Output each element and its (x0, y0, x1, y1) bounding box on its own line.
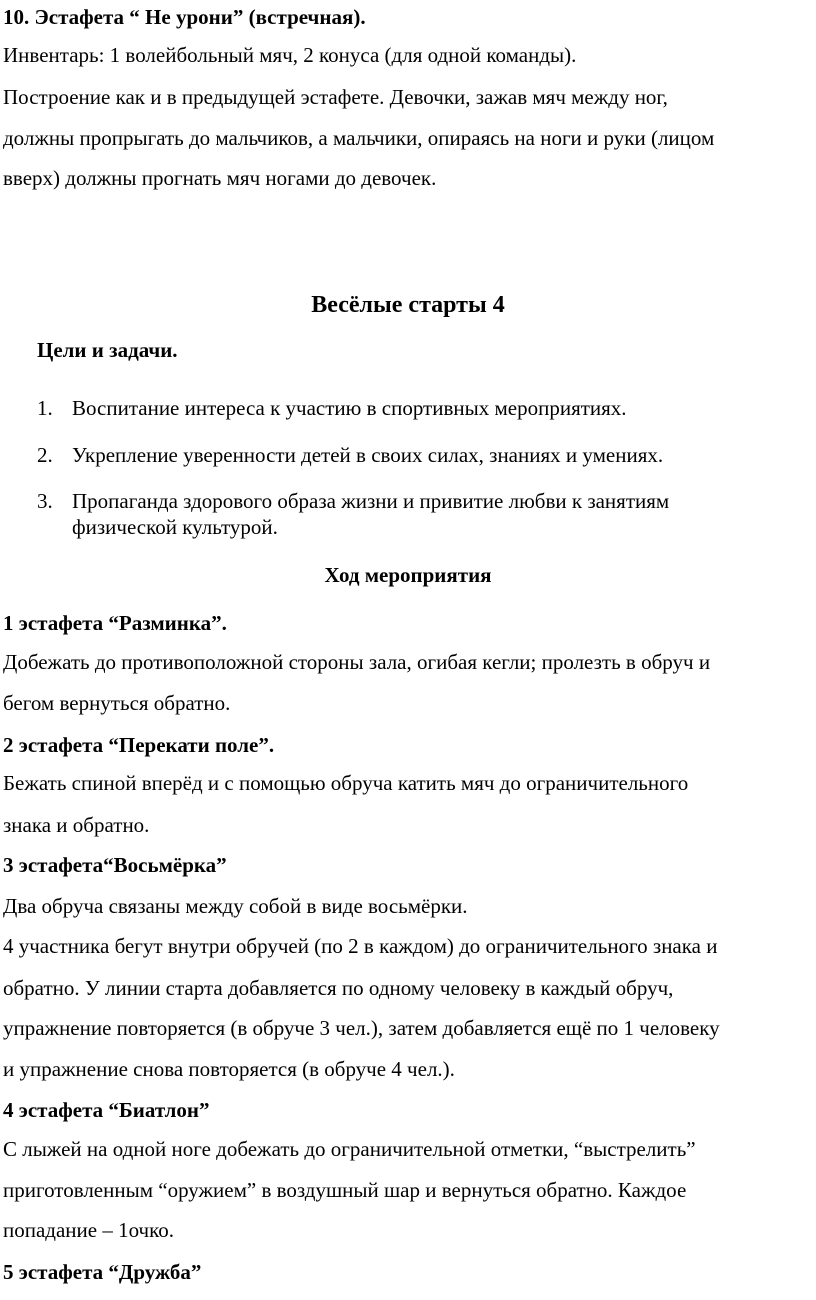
goals-heading: Цели и задачи. (37, 338, 178, 362)
relay-text-line: и упражнение снова повторяется (в обруче 4 чел.). (3, 1057, 455, 1081)
relay-heading: 1 эстафета “Разминка”. (3, 611, 227, 635)
relay-10-text-line: Построение как и в предыдущей эстафете. Девочки, зажав мяч между ног, (3, 85, 668, 109)
goal-text: Воспитание интереса к участию в спортивных мероприятиях. (72, 396, 627, 420)
relay-text-line: Два обруча связаны между собой в виде восьмёрки. (3, 894, 468, 918)
goal-number: 2. (37, 443, 53, 467)
goal-text: физической культурой. (72, 515, 278, 539)
relay-heading: 3 эстафета“Восьмёрка” (3, 853, 227, 877)
relay-text-line: упражнение повторяется (в обруче 3 чел.), затем добавляется ещё по 1 человеку (3, 1016, 720, 1040)
goal-number: 1. (37, 396, 53, 420)
relay-text-line: знака и обратно. (3, 813, 150, 837)
relay-text-line: Добежать до противоположной стороны зала, огибая кегли; пролезть в обруч и (3, 650, 711, 674)
relay-heading: 5 эстафета “Дружба” (3, 1260, 202, 1284)
goal-text: Пропаганда здорового образа жизни и привитие любви к занятиям (72, 489, 670, 513)
relay-text-line: обратно. У линии старта добавляется по одному человеку в каждый обруч, (3, 976, 674, 1000)
relay-text-line: Бежать спиной вперёд и с помощью обруча катить мяч до ограничительного (3, 771, 689, 795)
relay-10-text-line: Инвентарь: 1 волейбольный мяч, 2 конуса (для одной команды). (3, 43, 577, 67)
course-heading: Ход мероприятия (324, 563, 492, 587)
section-title: Весёлые старты 4 (311, 292, 505, 318)
relay-text-line: С лыжей на одной ноге добежать до ограничительной отметки, “выстрелить” (3, 1137, 696, 1161)
relay-10-text-line: вверх) должны прогнать мяч ногами до девочек. (3, 166, 437, 190)
relay-text-line: 4 участника бегут внутри обручей (по 2 в каждом) до ограничительного знака и (3, 934, 718, 958)
goal-number: 3. (37, 489, 53, 513)
relay-heading: 2 эстафета “Перекати поле”. (3, 733, 275, 757)
relay-10-heading: 10. Эстафета “ Не урони” (встречная). (3, 5, 366, 29)
relay-text-line: бегом вернуться обратно. (3, 691, 231, 715)
relay-text-line: приготовленным “оружием” в воздушный шар и вернуться обратно. Каждое (3, 1178, 687, 1202)
relay-heading: 4 эстафета “Биатлон” (3, 1098, 210, 1122)
goal-text: Укрепление уверенности детей в своих силах, знаниях и умениях. (72, 443, 664, 467)
relay-text-line: попадание – 1очко. (3, 1218, 175, 1242)
relay-10-text-line: должны пропрыгать до мальчиков, а мальчики, опираясь на ноги и руки (лицом (3, 126, 715, 150)
